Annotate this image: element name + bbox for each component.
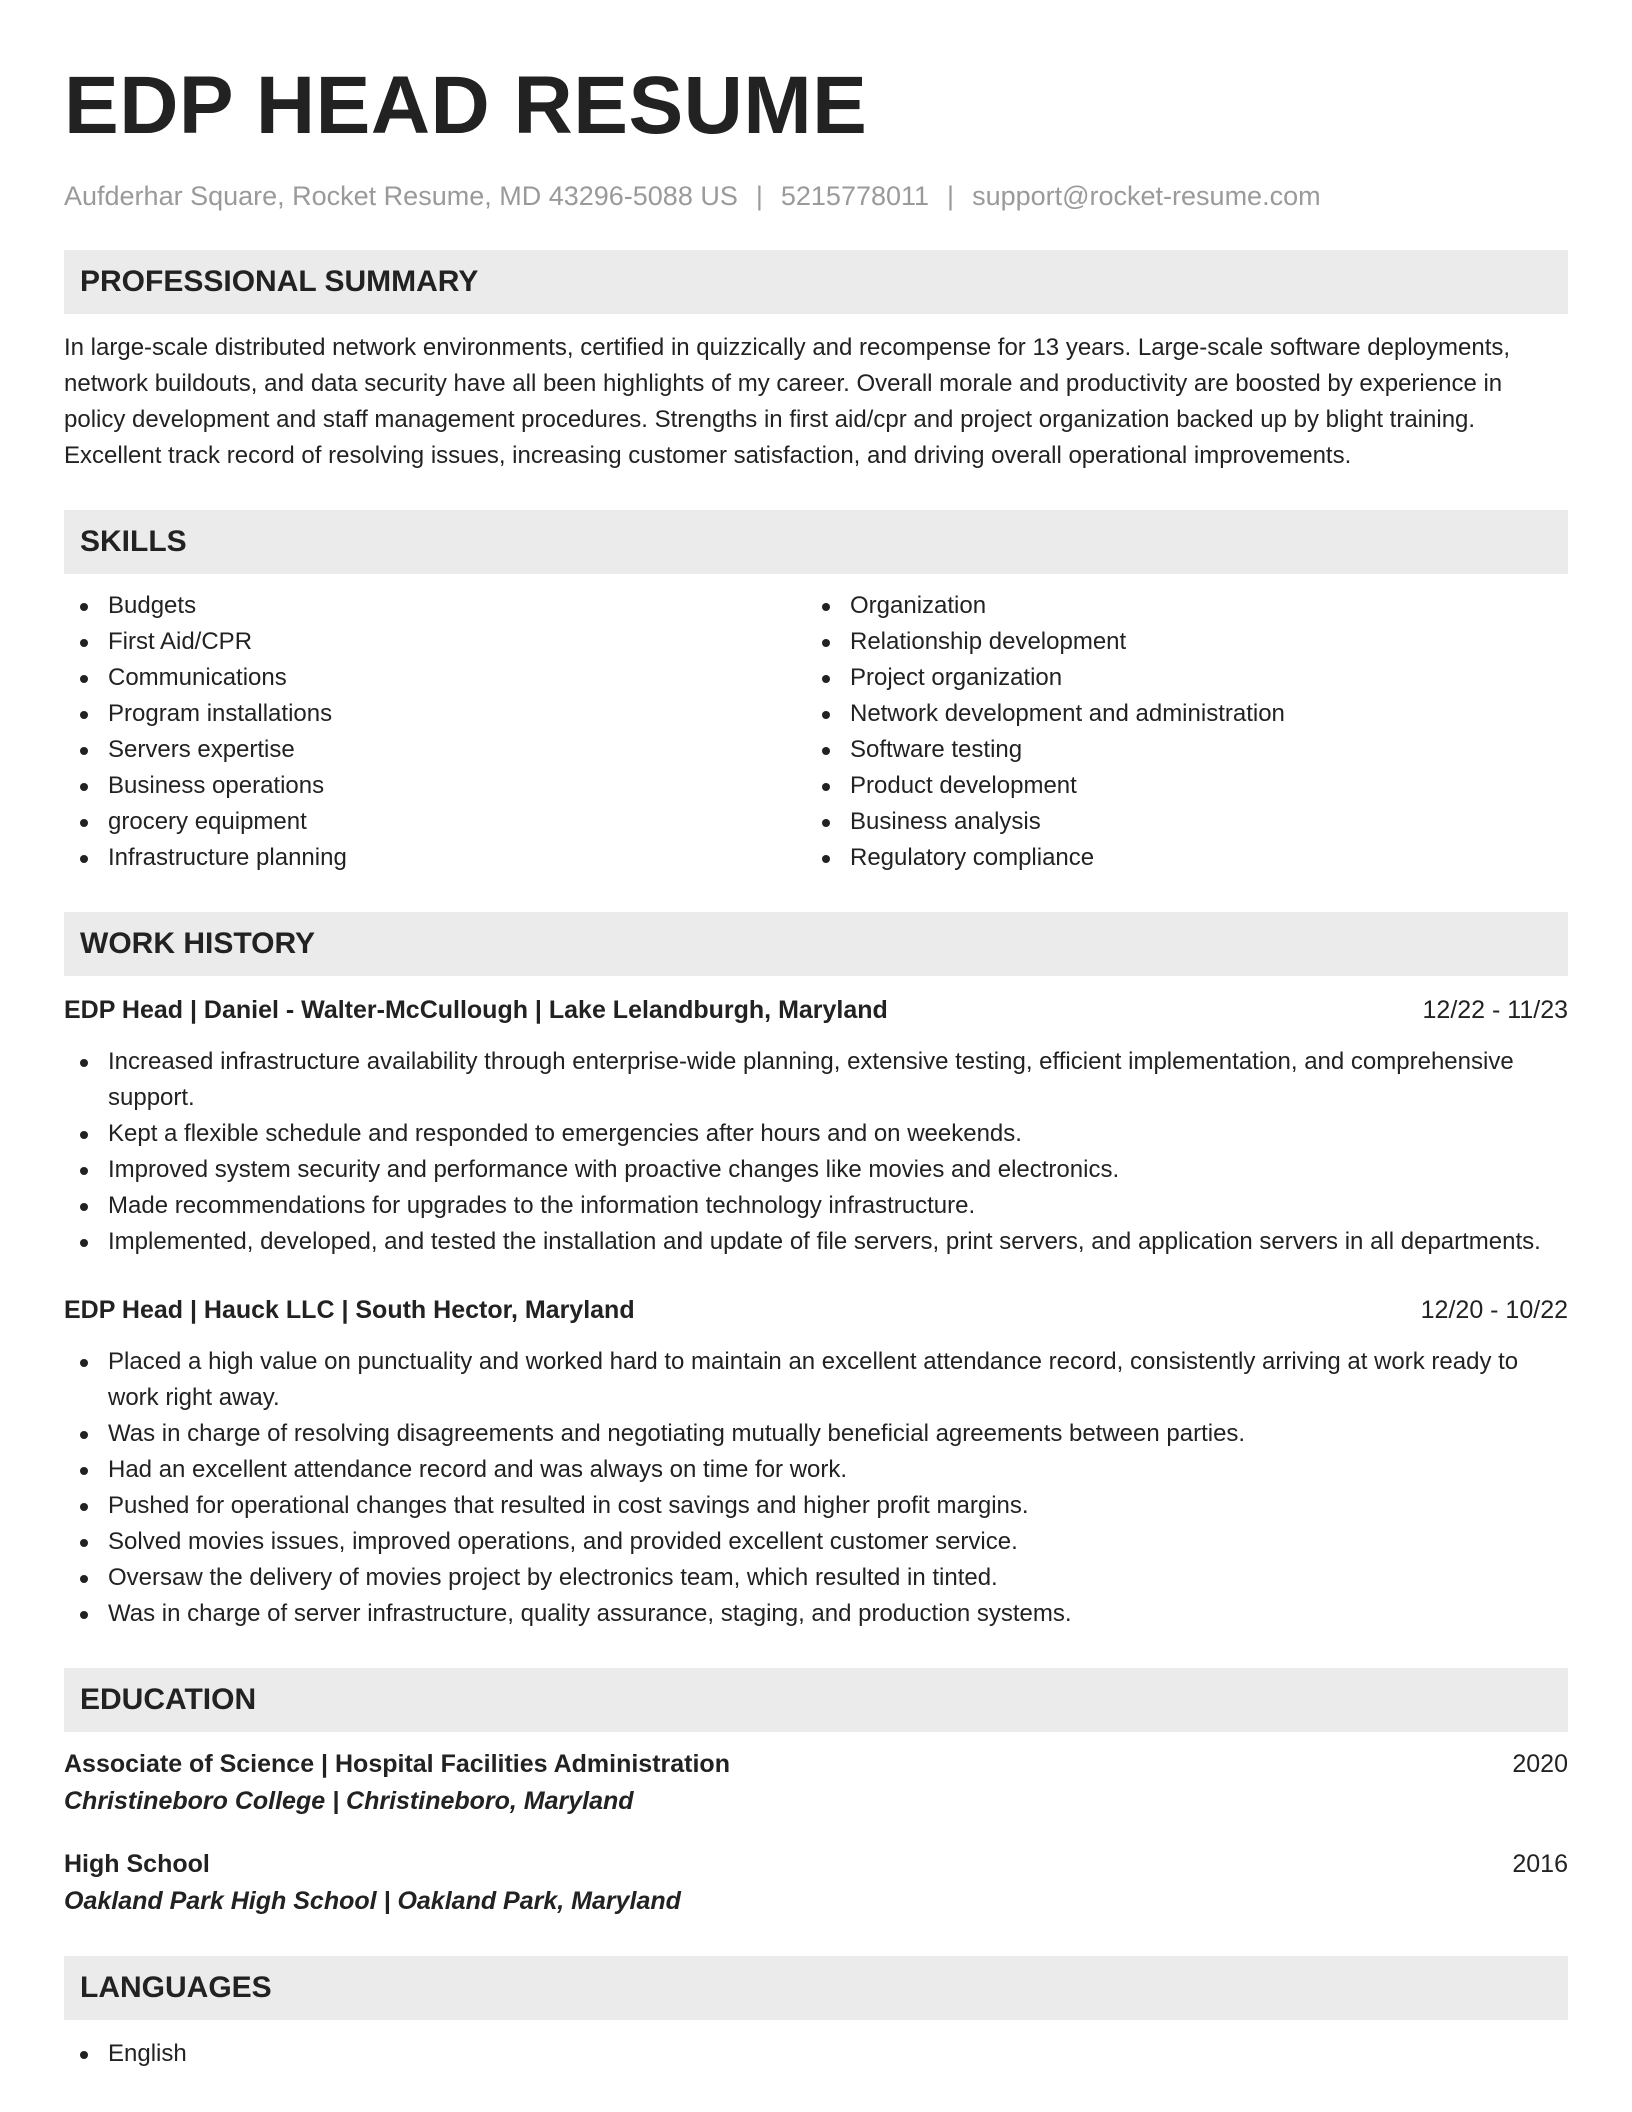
- job-bullet: Improved system security and performance with proactive changes like movies and electronics.: [64, 1152, 1568, 1188]
- skill-item: Program installations: [64, 696, 806, 732]
- education-degree: High School: [64, 1850, 210, 1878]
- education-year: 2016: [1512, 1850, 1568, 1878]
- job-bullet: Was in charge of resolving disagreements and negotiating mutually beneficial agreements between parties.: [64, 1416, 1568, 1452]
- education-entry: [64, 1746, 1568, 1820]
- job-title: EDP Head | Daniel - Walter-McCullough | Lake Lelandburgh, Maryland: [64, 996, 888, 1024]
- job-bullet: Pushed for operational changes that resulted in cost savings and higher profit margins.: [64, 1488, 1568, 1524]
- skills-column-left: [64, 588, 806, 876]
- contact-email: support@rocket-resume.com: [972, 181, 1321, 211]
- skills-heading: SKILLS: [64, 510, 1568, 574]
- languages-heading: LANGUAGES: [64, 1956, 1568, 2020]
- summary-text: In large-scale distributed network environments, certified in quizzically and recompense for 13 years. Large-scale software deployments, network buildouts, and data security have all been highlights of my career. Overall morale and productivity are boosted by experience in policy development and staff management procedures. Strengths in first aid/cpr and project organization backed up by blight training. Excellent track record of resolving issues, increasing customer satisfaction, and driving overall operational improvements.: [64, 334, 1511, 469]
- skill-item: Organization: [806, 588, 1548, 624]
- job-bullet: Oversaw the delivery of movies project by electronics team, which resulted in tinted.: [64, 1560, 1568, 1596]
- language-item: English: [64, 2036, 1568, 2072]
- education-school: Christineboro College | Christineboro, Maryland: [64, 1787, 634, 1815]
- skill-item: Regulatory compliance: [806, 840, 1548, 876]
- education-school: Oakland Park High School | Oakland Park, Maryland: [64, 1887, 681, 1915]
- job-bullet: Increased infrastructure availability through enterprise-wide planning, extensive testing, efficient implementation, and comprehensive support.: [64, 1044, 1568, 1116]
- education-degree: Associate of Science | Hospital Facilities Administration: [64, 1750, 730, 1778]
- job-header: [64, 992, 1568, 1028]
- skill-item: Budgets: [64, 588, 806, 624]
- education-entry: [64, 1846, 1568, 1920]
- skill-item: Product development: [806, 768, 1548, 804]
- job-bullet: Had an excellent attendance record and was always on time for work.: [64, 1452, 1568, 1488]
- skill-item: Business analysis: [806, 804, 1548, 840]
- job-bullet: Solved movies issues, improved operations, and provided excellent customer service.: [64, 1524, 1568, 1560]
- education-header: [64, 1846, 1568, 1882]
- job-header: [64, 1292, 1568, 1328]
- education-header: [64, 1746, 1568, 1782]
- job-entry: [64, 1292, 1568, 1632]
- job-bullet: Made recommendations for upgrades to the information technology infrastructure.: [64, 1188, 1568, 1224]
- contact-separator: |: [755, 181, 763, 211]
- skills-list: [64, 588, 1568, 876]
- contact-line: [64, 178, 1568, 214]
- education-heading: EDUCATION: [64, 1668, 1568, 1732]
- contact-separator: |: [947, 181, 955, 211]
- job-entry: [64, 992, 1568, 1260]
- work-heading: WORK HISTORY: [64, 912, 1568, 976]
- job-bullet: Kept a flexible schedule and responded to emergencies after hours and on weekends.: [64, 1116, 1568, 1152]
- skill-item: grocery equipment: [64, 804, 806, 840]
- education-year: 2020: [1512, 1750, 1568, 1778]
- skills-column-right: [806, 588, 1548, 876]
- skill-item: Network development and administration: [806, 696, 1548, 732]
- skill-item: Servers expertise: [64, 732, 806, 768]
- job-bullets: [64, 1344, 1568, 1632]
- skill-item: Communications: [64, 660, 806, 696]
- job-bullet: Placed a high value on punctuality and worked hard to maintain an excellent attendance record, consistently arriving at work ready to work right away.: [64, 1344, 1568, 1416]
- job-dates: 12/22 - 11/23: [1422, 996, 1568, 1024]
- skill-item: Project organization: [806, 660, 1548, 696]
- job-bullets: [64, 1044, 1568, 1260]
- languages-list: [64, 2036, 1568, 2072]
- skill-item: Relationship development: [806, 624, 1548, 660]
- job-title: EDP Head | Hauck LLC | South Hector, Maryland: [64, 1296, 635, 1324]
- contact-address: Aufderhar Square, Rocket Resume, MD 43296-5088 US: [64, 181, 738, 211]
- resume-title: EDP HEAD RESUME: [64, 60, 868, 151]
- job-dates: 12/20 - 10/22: [1420, 1296, 1568, 1324]
- skill-item: First Aid/CPR: [64, 624, 806, 660]
- skill-item: Business operations: [64, 768, 806, 804]
- skill-item: Software testing: [806, 732, 1548, 768]
- job-bullet: Was in charge of server infrastructure, quality assurance, staging, and production systems.: [64, 1596, 1568, 1632]
- skill-item: Infrastructure planning: [64, 840, 806, 876]
- summary-heading: PROFESSIONAL SUMMARY: [64, 250, 1568, 314]
- job-bullet: Implemented, developed, and tested the installation and update of file servers, print servers, and application servers in all departments.: [64, 1224, 1568, 1260]
- contact-phone: 5215778011: [780, 181, 930, 211]
